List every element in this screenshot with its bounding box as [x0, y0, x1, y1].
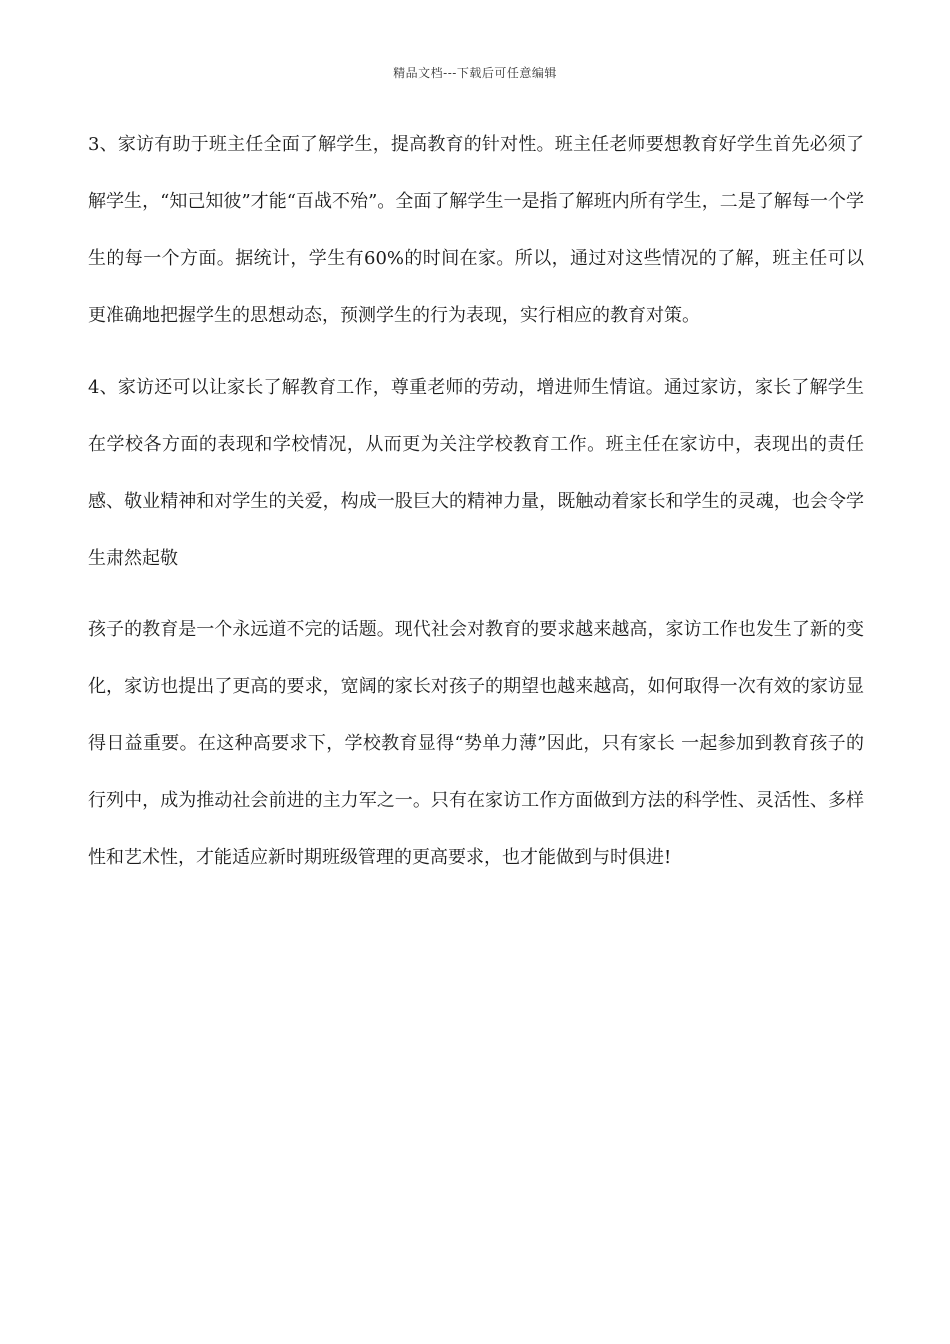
paragraph-3: 3、家访有助于班主任全面了解学生，提高教育的针对性。班主任老师要想教育好学生首先必须了解学生，“知己知彼”才能“百战不殆”。全面了解学生一是指了解班内所有学生，二是了解每一个学生的每一个方面。据统计，学生有60%的时间在家。所以，通过对这些情况的了解，班主任可以更准确地把握学生的思想动态，预测学生的行为表现，实行相应的教育对策。	[88, 134, 864, 326]
document-body	[88, 116, 864, 886]
paragraph-conclusion: 孩子的教育是一个永远道不完的话题。现代社会对教育的要求越来越高，家访工作也发生了新的变化，家访也提出了更高的要求，宽阔的家长对孩子的期望也越来越高，如何取得一次有效的家访显得日益重要。在这种高要求下，学校教育显得“势单力薄”因此，只有家长 一起参加到教育孩子的行列中，成为推动社会前进的主力军之一。只有在家访工作方面做到方法的科学性、灵活性、多样性和艺术性，才能适应新时期班级管理的更高要求，也才能做到与时俱进!	[88, 619, 864, 868]
page-header: 精品文档---下载后可任意编辑	[393, 66, 557, 80]
paragraph-4: 4、家访还可以让家长了解教育工作，尊重老师的劳动，增进师生情谊。通过家访，家长了解学生在学校各方面的表现和学校情况，从而更为关注学校教育工作。班主任在家访中，表现出的责任感、敬业精神和对学生的关爱，构成一股巨大的精神力量，既触动着家长和学生的灵魂，也会令学生肃然起敬	[88, 377, 864, 569]
